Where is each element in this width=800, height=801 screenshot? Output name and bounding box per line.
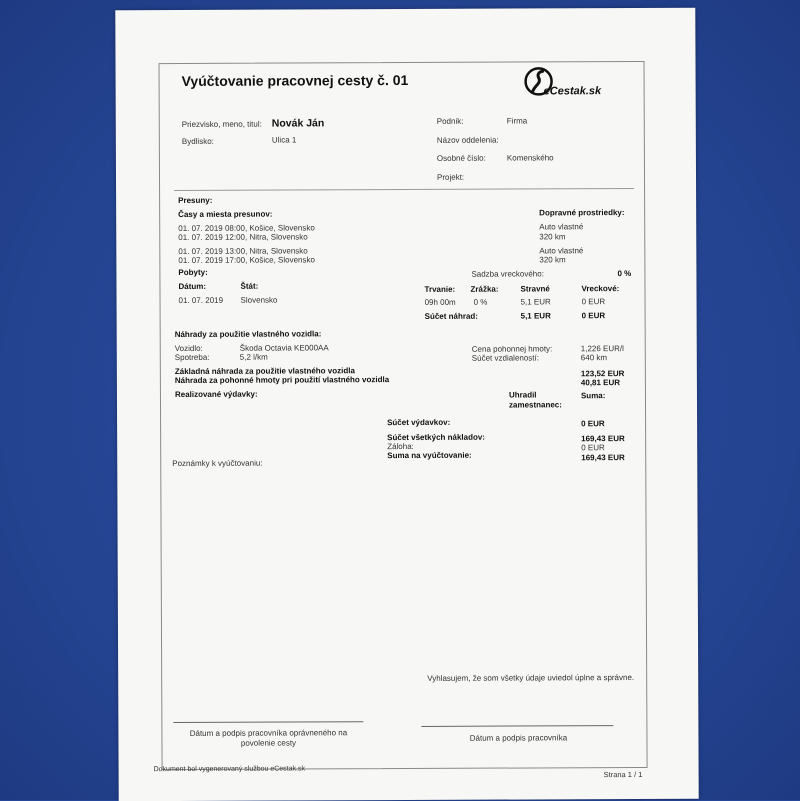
- stay-pocket: 0 EUR: [581, 297, 606, 307]
- col-duration: Trvanie:: [424, 284, 456, 294]
- address-value: Ulica 1: [271, 135, 297, 145]
- advance-label: Záloha:: [387, 441, 414, 452]
- basic-compensation-label: Základná náhrada za použitie vlastného vozidla: [174, 366, 355, 377]
- total-costs-value: 169,43 EUR: [581, 434, 625, 444]
- signature-label-left-2: povolenie cesty: [240, 738, 297, 748]
- transport-distance: 320 km: [539, 232, 566, 242]
- transport-type: Auto vlastné: [539, 246, 584, 256]
- project-label: Projekt:: [436, 172, 465, 182]
- footer-page: Strana 1 / 1: [603, 769, 643, 780]
- company-value: Firma: [506, 116, 528, 126]
- advance-value: 0 EUR: [581, 443, 605, 453]
- consumption-label: Spotreba:: [174, 352, 210, 363]
- stay-meals: 5,1 EUR: [520, 297, 551, 307]
- col-deduction: Zrážka:: [470, 284, 499, 294]
- consumption-value: 5,2 l/km: [239, 352, 268, 362]
- signature-label-right: Dátum a podpis pracovníka: [469, 733, 568, 743]
- declaration-text: Vyhlasujem, že som všetky údaje uviedol úplne a správne.: [427, 673, 635, 683]
- transfers-heading: Presuny:: [178, 195, 213, 205]
- fuel-compensation-value: 40,81 EUR: [580, 378, 621, 388]
- transfer-line: 01. 07. 2019 08:00, Košice, Slovensko: [178, 223, 315, 233]
- address-label: Bydlisko:: [181, 136, 214, 146]
- total-costs-label: Súčet všetkých nákladov:: [387, 432, 485, 443]
- name-value: Novák Ján: [271, 117, 325, 130]
- times-heading: Časy a miesta presunov:: [178, 209, 273, 219]
- expenses-sum-label: Súčet výdavkov:: [387, 417, 451, 428]
- pocket-rate-value: 0 %: [617, 269, 632, 279]
- amount-label: Suma:: [580, 391, 606, 401]
- vehicle-label: Vozidlo:: [174, 343, 203, 354]
- transfer-line: 01. 07. 2019 17:00, Košice, Slovensko: [178, 255, 315, 265]
- personal-number-label: Osobné číslo:: [436, 153, 486, 163]
- stay-deduction: 0 %: [473, 297, 488, 307]
- expenses-sum-value: 0 EUR: [581, 419, 605, 429]
- pocket-rate-label: Sadzba vreckového:: [471, 269, 544, 279]
- vehicle-heading: Náhrady za použitie vlastného vozidla:: [174, 329, 322, 340]
- distance-value: 640 km: [580, 353, 608, 363]
- name-label: Priezvisko, meno, titul:: [181, 119, 262, 129]
- col-pocket: Vreckové:: [581, 284, 620, 294]
- stays-heading: Pobyty:: [178, 267, 208, 277]
- settlement-value: 169,43 EUR: [581, 453, 625, 463]
- stay-duration: 09h 00m: [424, 297, 456, 307]
- expenses-heading: Realizované výdavky:: [174, 389, 258, 400]
- logo-text: eCestak.sk: [543, 85, 602, 98]
- document-title: Vyúčtovanie pracovnej cesty č. 01: [181, 71, 409, 89]
- stay-country: Slovensko: [240, 295, 278, 305]
- col-meals: Stravné: [520, 284, 550, 294]
- col-country: Štát:: [240, 281, 259, 291]
- paid-by-label: Uhradil: [508, 390, 537, 400]
- fuel-compensation-label: Náhrada za pohonné hmoty pri použití vlastného vozidla: [174, 375, 390, 386]
- fuel-price-label: Cena pohonnej hmoty:: [471, 344, 553, 354]
- document-sheet: [115, 8, 698, 801]
- personal-number-value: Komenského: [506, 153, 554, 163]
- basic-compensation-value: 123,52 EUR: [580, 369, 625, 379]
- distance-label: Súčet vzdialeností:: [471, 353, 539, 363]
- stays-sum-label: Súčet náhrad:: [424, 311, 478, 321]
- fuel-price-value: 1,226 EUR/l: [580, 344, 624, 354]
- transfer-line: 01. 07. 2019 13:00, Nitra, Slovensko: [178, 246, 308, 256]
- document-frame: [159, 61, 648, 770]
- col-date: Dátum:: [178, 281, 207, 291]
- transport-distance: 320 km: [539, 255, 566, 265]
- department-label: Názov oddelenia:: [436, 135, 499, 145]
- signature-label-left: Dátum a podpis pracovníka oprávneného na: [189, 728, 348, 738]
- ecestak-logo: [524, 66, 616, 102]
- transfer-line: 01. 07. 2019 12:00, Nitra, Slovensko: [178, 232, 308, 242]
- settlement-label: Suma na vyúčtovanie:: [387, 450, 472, 461]
- paid-by-label-2: zamestnanec:: [508, 400, 562, 410]
- company-label: Podnik:: [436, 116, 464, 126]
- stays-sum-meals: 5,1 EUR: [520, 311, 551, 321]
- transport-heading: Dopravné prostriedky:: [539, 208, 625, 218]
- stays-sum-pocket: 0 EUR: [581, 311, 606, 321]
- transport-type: Auto vlastné: [539, 222, 584, 232]
- vehicle-value: Škoda Octavia KE000AA: [239, 343, 329, 353]
- notes-label: Poznámky k vyúčtovaniu:: [172, 458, 263, 469]
- footer-generated: Dokument bol vygenerovaný službou eCestak.sk: [153, 765, 305, 774]
- stay-date: 01. 07. 2019: [178, 295, 224, 305]
